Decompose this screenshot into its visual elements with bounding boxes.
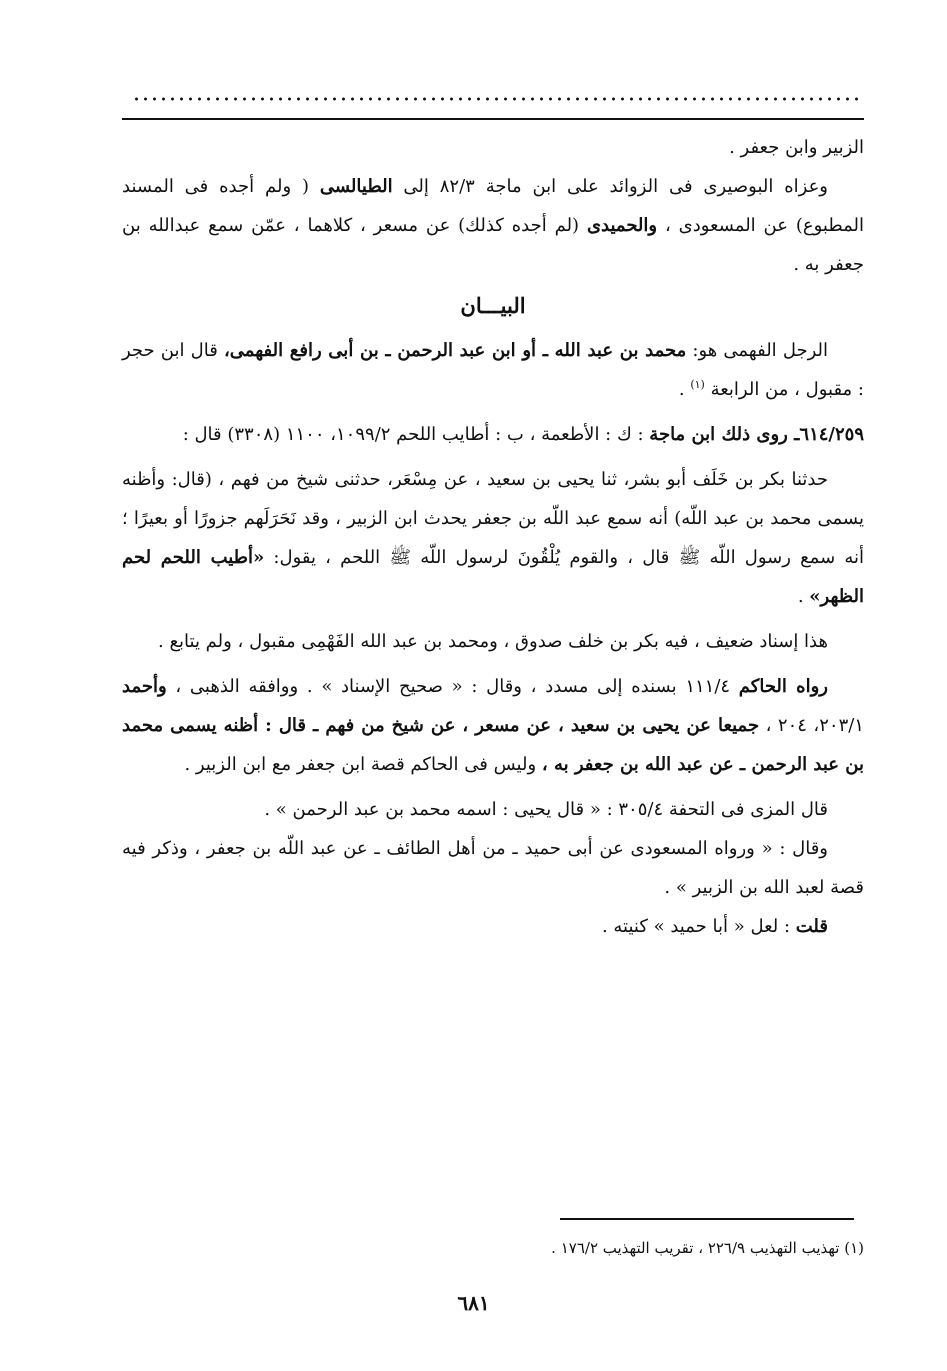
page-number: ٦٨١ [457, 1291, 490, 1315]
footnote: (١) تهذيب التهذيب ٢٢٦/٩ ، تقريب التهذيب ١٧٦/٢ . [551, 1239, 864, 1257]
paragraph-5 [122, 460, 864, 616]
paragraph-9 [122, 829, 864, 907]
p3-text-d: . [678, 379, 691, 400]
p7-bold-ahmad: وأحمد [122, 676, 167, 697]
p7-text-b: ١١١/٤ بسنده إلى مسدد ، وقال : « صحيح الإسناد » . ووافقه الذهبى ، [166, 676, 739, 697]
paragraph-8 [122, 790, 864, 829]
p8-text: قال المزى فى التحفة ٣٠٥/٤ : « قال يحيى : اسمه محمد بن عبد الرحمن » . [264, 799, 828, 820]
p7-text-f: وليس فى الحاكم قصة ابن جعفر مع ابن الزبير . [184, 754, 542, 775]
p5-text-a: حدثنا بكر بن خَلَف أبو بشر، ثنا يحيى بن سعيد ، عن مِسْعَر، حدثنى شيخ من فهم ، (قال: وأظنه يسمى محمد بن عبد اللّه) أنه سمع عبد اللّه بن جعفر يحدث ابن الزبير ، وقد نَحَرَلَهم جزورًا أو بعيرًا ؛ أنه سمع رسول اللّه ﷺ قال ، والقوم يُلْقُونَ لرسول اللّه ﷺ اللحم ، يقول: [122, 469, 864, 568]
p10-text-b: : لعل « أبا حميد » كنيته . [601, 916, 796, 937]
p6-text: هذا إسناد ضعيف ، فيه بكر بن خلف صدوق ، ومحمد بن عبد الله الفَهْمِى مقبول ، ولم يتابع . [158, 631, 828, 652]
p2-text-c: ( ولم أجده فى المسند المطبوع) عن المسعودى ، [122, 176, 864, 236]
paragraph-7 [122, 667, 864, 784]
p5-text-c: . [797, 586, 810, 607]
dotted-header-rule [132, 96, 862, 102]
p7-text-d: ٢٠٣/١، ٢٠٤ ، [759, 715, 864, 736]
footnote-ref: (١) [690, 378, 705, 391]
p7-bold-chain: جميعا عن يحيى بن سعيد ، عن مسعر ، عن شيخ من فهم ـ قال : أظنه يسمى محمد بن عبد الرحمن ـ عن عبد الله بن جعفر به ، [122, 715, 864, 775]
paragraph-4 [122, 415, 864, 454]
paragraph-1 [122, 128, 864, 167]
p4-text-b: : ك : الأطعمة ، ب : أطايب اللحم ١٠٩٩/٢، ١١٠٠ (٣٣٠٨) قال : [182, 424, 650, 445]
p3-text-a: الرجل الفهمى هو: [686, 340, 828, 361]
main-text [122, 128, 864, 946]
paragraph-1-text: الزبير وابن جعفر . [729, 137, 864, 158]
paragraph-2 [122, 167, 864, 284]
p3-bold-name: محمد بن عبد الله ـ أو ابن عبد الرحمن ـ بن أبى رافع الفهمى، [223, 340, 687, 361]
p10-bold-qultu: قلت [795, 916, 828, 937]
header-rule [122, 118, 864, 120]
p2-text-e: (لم أجده كذلك) عن مسعر ، كلاهما ، عمّن سمع عبدالله بن جعفر به . [122, 215, 864, 275]
p2-bold-tayalisi: الطيالسى [319, 176, 393, 197]
p9-text: وقال : « ورواه المسعودى عن أبى حميد ـ من أهل الطائف ـ عن عبد اللّه بن جعفر ، وذكر فيه قصة لعبد الله بن الزبير » . [122, 838, 864, 898]
paragraph-3 [122, 331, 864, 409]
paragraph-6 [122, 622, 864, 661]
footnote-rule [560, 1218, 854, 1220]
p2-bold-humaidi: والحميدى [586, 215, 658, 236]
hadith-matn: «أطيب اللحم لحم الظهر» [122, 547, 864, 607]
paragraph-10 [122, 907, 864, 946]
p7-bold-hakim: رواه الحاكم [738, 676, 828, 697]
p2-text-a: وعزاه البوصيرى فى الزوائد على ابن ماجة ٨٢/٣ إلى [392, 176, 829, 197]
p3-text-c: قال ابن حجر : مقبول ، من الرابعة [122, 340, 864, 400]
hadith-number: ٦١٤/٢٥٩ـ روى ذلك ابن ماجة [649, 424, 864, 445]
section-heading: البيـــان [460, 293, 526, 318]
